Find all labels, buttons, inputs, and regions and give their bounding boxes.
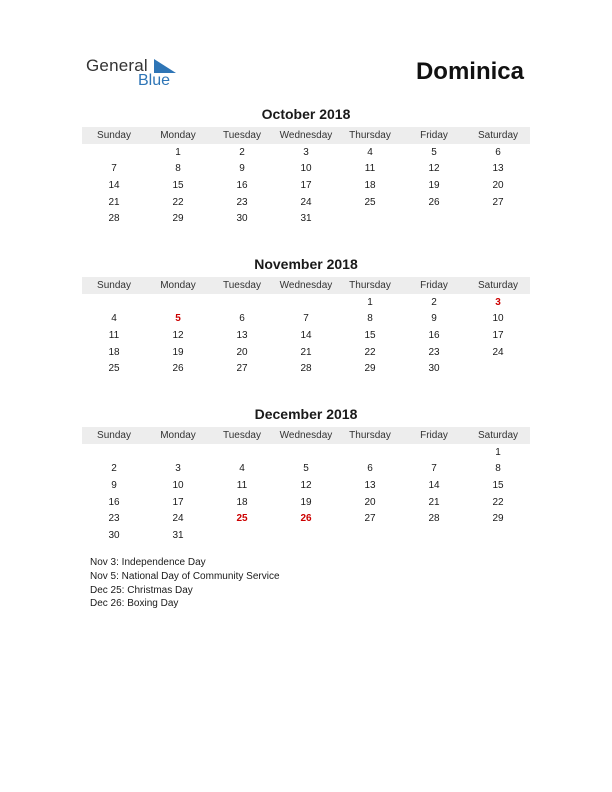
day-cell: 30 [428, 363, 440, 375]
day-cell: 6 [239, 313, 245, 325]
day-cell: 14 [428, 479, 440, 491]
week-row [82, 510, 530, 527]
day-cell: 2 [239, 146, 245, 158]
day-cell: 5 [303, 463, 309, 475]
day-cell: 29 [364, 363, 376, 375]
week-row [82, 360, 530, 377]
weekday-label: Thursday [349, 430, 391, 441]
week-row [82, 494, 530, 511]
day-cell: 9 [431, 313, 437, 325]
day-cell: 13 [236, 329, 248, 341]
day-cell: 24 [492, 346, 504, 358]
day-cell: 17 [300, 179, 312, 191]
day-cell: 25 [108, 363, 120, 375]
logo-triangle-icon [154, 59, 176, 73]
day-cell: 23 [108, 513, 120, 525]
day-cell: 8 [175, 163, 181, 175]
weekday-label: Sunday [97, 130, 131, 141]
day-cell: 13 [492, 163, 504, 175]
day-cell: 23 [428, 346, 440, 358]
month-november [82, 256, 530, 377]
weekday-label: Wednesday [279, 430, 333, 441]
day-cell: 14 [108, 179, 120, 191]
holiday-day-cell: 3 [495, 296, 501, 308]
day-cell: 1 [495, 446, 501, 458]
holiday-note: Nov 5: National Day of Community Service [90, 570, 280, 582]
holiday-note: Nov 3: Independence Day [90, 557, 206, 568]
day-cell: 5 [431, 146, 437, 158]
country-title: Dominica [415, 58, 524, 85]
day-cell: 12 [172, 329, 184, 341]
day-cell: 4 [111, 313, 117, 325]
month-october [82, 106, 530, 227]
weekday-header [82, 277, 530, 294]
day-cell: 27 [236, 363, 248, 375]
logo-general-text: General [86, 56, 148, 75]
week-row [82, 527, 530, 544]
weekday-header [82, 127, 530, 144]
day-cell: 30 [236, 213, 248, 225]
weekday-label: Sunday [97, 280, 131, 291]
day-cell: 27 [364, 513, 376, 525]
holiday-day-cell: 26 [300, 513, 312, 525]
holiday-day-cell: 25 [236, 513, 248, 525]
day-cell: 28 [108, 213, 120, 225]
weekday-label: Tuesday [223, 430, 261, 441]
day-cell: 1 [175, 146, 181, 158]
day-cell: 16 [428, 329, 440, 341]
day-cell: 26 [172, 363, 184, 375]
day-cell: 18 [108, 346, 120, 358]
day-cell: 20 [236, 346, 248, 358]
day-cell: 16 [108, 496, 120, 508]
holiday-note: Dec 26: Boxing Day [90, 598, 179, 610]
day-cell: 24 [172, 513, 184, 525]
day-cell: 6 [495, 146, 501, 158]
day-cell: 29 [492, 513, 504, 525]
day-cell: 25 [364, 196, 376, 208]
day-cell: 30 [108, 529, 120, 541]
day-cell: 4 [367, 146, 373, 158]
day-cell: 8 [367, 313, 373, 325]
day-cell: 3 [303, 146, 309, 158]
day-cell: 18 [236, 496, 248, 508]
day-cell: 7 [431, 463, 437, 475]
weekday-label: Sunday [97, 430, 131, 441]
day-cell: 31 [172, 529, 184, 541]
weekday-label: Friday [420, 280, 448, 291]
weekday-label: Saturday [477, 430, 519, 441]
weekday-header [82, 427, 530, 444]
day-cell: 3 [175, 463, 181, 475]
weekday-label: Tuesday [223, 280, 261, 291]
weekday-label: Monday [160, 280, 196, 291]
day-cell: 22 [492, 496, 504, 508]
weekday-label: Saturday [477, 130, 519, 141]
week-row [82, 294, 530, 311]
week-row [82, 327, 530, 344]
day-cell: 24 [300, 196, 312, 208]
day-cell: 2 [431, 296, 437, 308]
day-cell: 12 [428, 163, 440, 175]
weekday-label: Monday [160, 430, 196, 441]
weekday-label: Saturday [477, 280, 519, 291]
week-row [82, 444, 530, 461]
day-cell: 10 [492, 313, 504, 325]
weekday-label: Tuesday [223, 130, 261, 141]
weekday-label: Friday [420, 430, 448, 441]
day-cell: 14 [300, 329, 312, 341]
day-cell: 8 [495, 463, 501, 475]
day-cell: 6 [367, 463, 373, 475]
day-cell: 4 [239, 463, 245, 475]
week-row [82, 210, 530, 227]
day-cell: 10 [172, 479, 184, 491]
week-row [82, 477, 530, 494]
day-cell: 28 [428, 513, 440, 525]
day-cell: 16 [236, 179, 248, 191]
day-cell: 20 [364, 496, 376, 508]
day-cell: 7 [111, 163, 117, 175]
day-cell: 27 [492, 196, 504, 208]
day-cell: 1 [367, 296, 373, 308]
day-cell: 20 [492, 179, 504, 191]
weekday-label: Friday [420, 130, 448, 141]
weekday-label: Thursday [349, 130, 391, 141]
day-cell: 29 [172, 213, 184, 225]
day-cell: 17 [172, 496, 184, 508]
day-cell: 19 [172, 346, 184, 358]
day-cell: 10 [300, 163, 312, 175]
day-cell: 11 [236, 479, 248, 491]
day-cell: 12 [300, 479, 312, 491]
weekday-label: Monday [160, 130, 196, 141]
day-cell: 9 [111, 479, 117, 491]
holiday-notes [90, 556, 280, 611]
day-cell: 23 [236, 196, 248, 208]
day-cell: 15 [172, 179, 184, 191]
day-cell: 22 [364, 346, 376, 358]
day-cell: 7 [303, 313, 309, 325]
holiday-day-cell: 5 [175, 313, 181, 325]
day-cell: 21 [428, 496, 440, 508]
day-cell: 11 [108, 329, 120, 341]
week-row [82, 144, 530, 161]
week-row [82, 461, 530, 478]
week-row [82, 194, 530, 211]
weekday-label: Wednesday [279, 280, 333, 291]
day-cell: 15 [492, 479, 504, 491]
day-cell: 22 [172, 196, 184, 208]
day-cell: 19 [300, 496, 312, 508]
day-cell: 21 [300, 346, 312, 358]
month-december [82, 406, 530, 544]
day-cell: 28 [300, 363, 312, 375]
day-cell: 11 [364, 163, 376, 175]
week-row [82, 177, 530, 194]
week-row [82, 311, 530, 328]
weekday-label: Wednesday [279, 130, 333, 141]
logo-blue-text: Blue [138, 72, 171, 89]
logo [86, 56, 186, 92]
holiday-note: Dec 25: Christmas Day [90, 584, 193, 596]
day-cell: 2 [111, 463, 117, 475]
day-cell: 18 [364, 179, 376, 191]
month-title: October 2018 [261, 106, 351, 122]
day-cell: 15 [364, 329, 376, 341]
week-row [82, 161, 530, 178]
day-cell: 19 [428, 179, 440, 191]
week-row [82, 344, 530, 361]
month-title: December 2018 [254, 406, 358, 422]
day-cell: 26 [428, 196, 440, 208]
weekday-label: Thursday [349, 280, 391, 291]
day-cell: 21 [108, 196, 120, 208]
day-cell: 31 [300, 213, 312, 225]
month-title: November 2018 [254, 256, 358, 272]
day-cell: 17 [492, 329, 504, 341]
day-cell: 13 [364, 479, 376, 491]
day-cell: 9 [239, 163, 245, 175]
